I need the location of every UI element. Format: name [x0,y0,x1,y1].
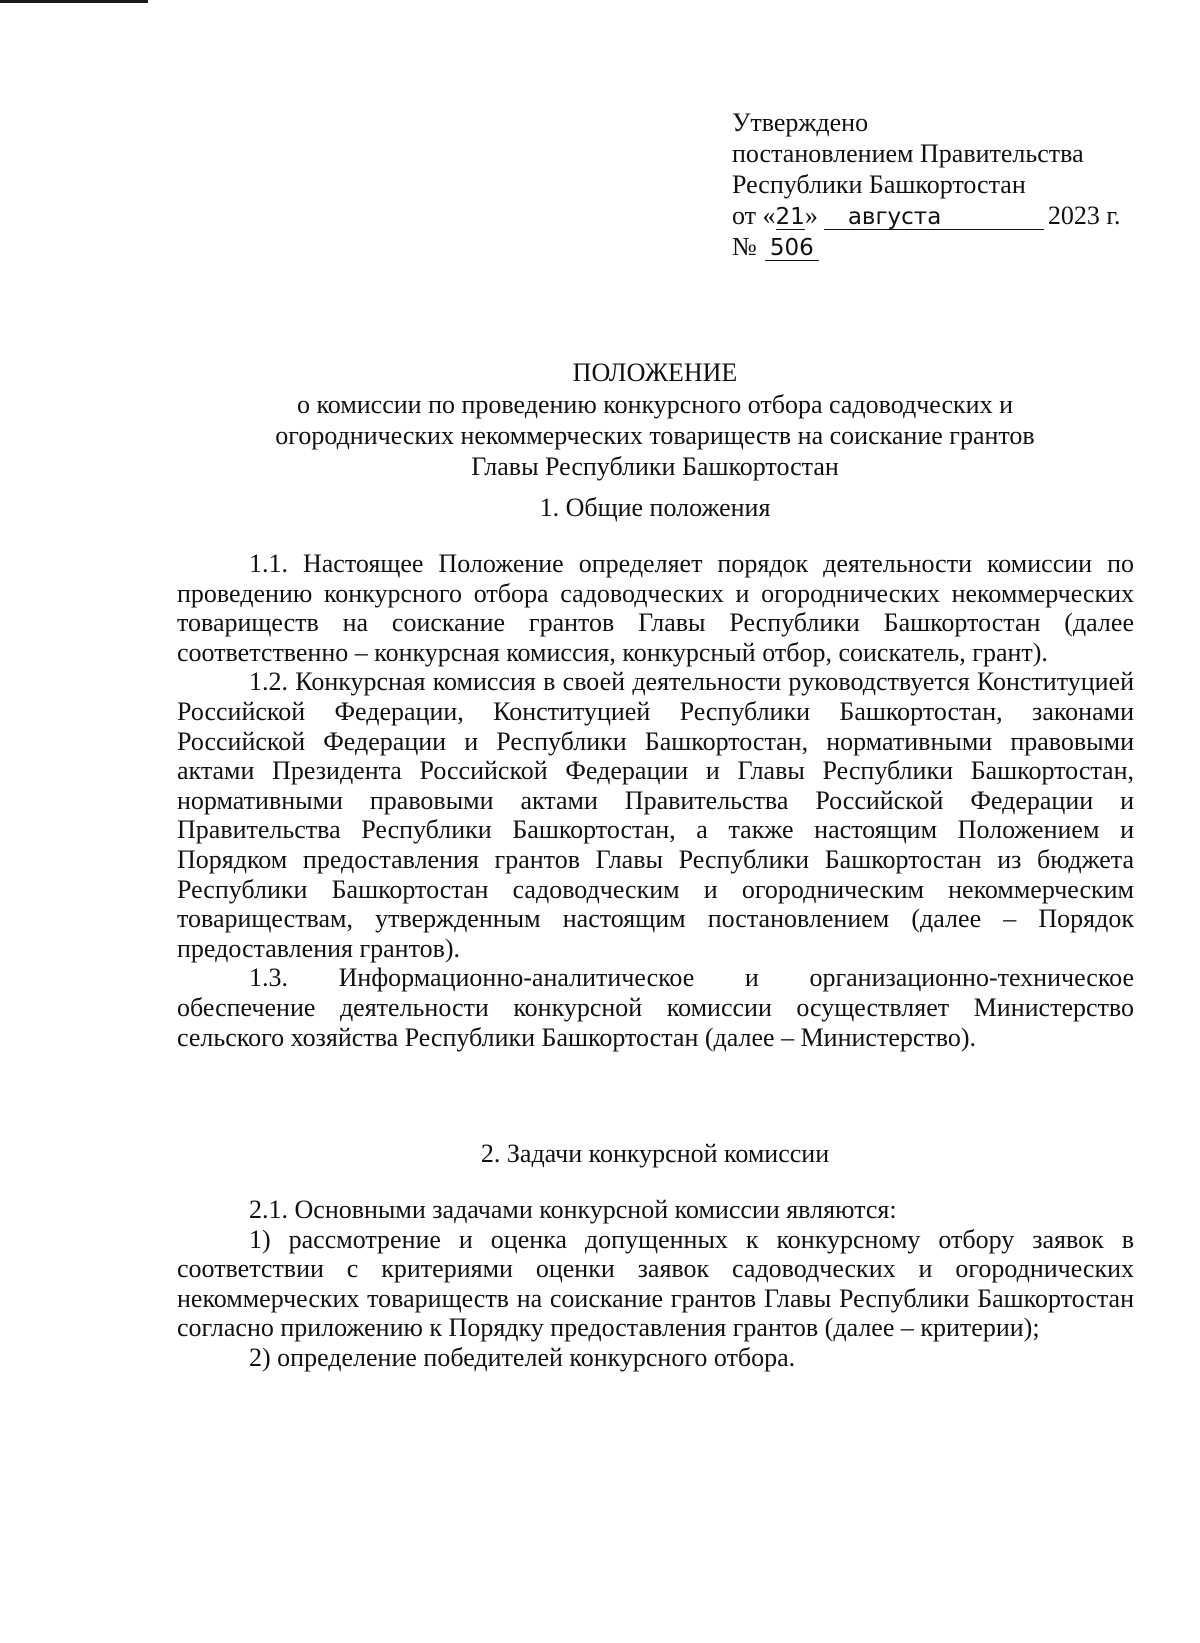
section-2-body [177,1195,1134,1373]
document-subtitle-line2: огороднических некоммерческих товариществ на соискание грантов [275,421,1035,450]
section-1-heading: 1. Общие положения [539,493,771,522]
paragraph-1-3: 1.3. Информационно-аналитическое и организационно-техническое обеспечение деятельности конкурсной комиссии осуществляет Министерство сельского хозяйства Республики Башкортостан (далее – Министерство). [177,963,1134,1052]
list-item-2-1-1: 1) рассмотрение и оценка допущенных к конкурсному отбору заявок в соответствии с критериями оценки заявок садоводческих и огороднических некоммерческих товариществ на соискание грантов Главы Республики Башкортостан согласно приложению к Порядку предоставления грантов (далее – критерии); [177,1224,1134,1343]
paragraph-1-2: 1.2. Конкурсная комиссия в своей деятельности руководствуется Конституцией Российской Федерации, Конституцией Республики Башкортостан, законами Российской Федерации и Республики Башкортостан, нормативными правовыми актами Президента Российской Федерации и Главы Республики Башкортостан, нормативными правовыми актами Правительства Российской Федерации и Правительства Республики Башкортостан, а также настоящим Положением и Порядком предоставления грантов Главы Республики Башкортостан из бюджета Республики Башкортостан садоводческим и огородническим некоммерческим товариществам, утвержденным настоящим постановлением (далее – Порядок предоставления грантов). [177,667,1134,963]
date-month-handwritten: августа [824,205,1044,230]
section-2-heading: 2. Задачи конкурсной комиссии [480,1139,830,1168]
approval-date-line [732,200,1121,231]
approval-line-approved: Утверждено [732,108,869,137]
number-prefix: № [732,232,757,261]
approval-number-line [732,231,1121,262]
document-subtitle-line3: Главы Республики Башкортостан [471,452,839,481]
paragraph-2-1: 2.1. Основными задачами конкурсной комиссии являются: [249,1195,897,1224]
approval-line-republic: Республики Башкортостан [732,170,1026,199]
document-subtitle-line1: о комиссии по проведению конкурсного отбора садоводческих и [297,390,1013,419]
date-day-handwritten: 21 [775,204,805,230]
date-prefix: от « [732,201,776,230]
paragraph-1-1: 1.1. Настоящее Положение определяет порядок деятельности комиссии по проведению конкурсного отбора садоводческих и огороднических некоммерческих товариществ на соискание грантов Главы Республики Башкортостан (далее соответственно – конкурсная комиссия, конкурсный отбор, соискатель, грант). [177,549,1134,667]
number-handwritten: 506 [765,236,819,261]
approval-stamp [732,107,1121,262]
approval-line-resolution: постановлением Правительства [732,139,1084,168]
date-mid: » [804,201,818,230]
document-title-block [175,357,1135,482]
date-year: 2023 г. [1047,201,1121,230]
document-type-title: ПОЛОЖЕНИЕ [572,358,738,387]
section-1-body [177,549,1134,1052]
scan-edge-rule [0,0,148,3]
list-item-2-1-2: 2) определение победителей конкурсного отбора. [249,1342,796,1372]
